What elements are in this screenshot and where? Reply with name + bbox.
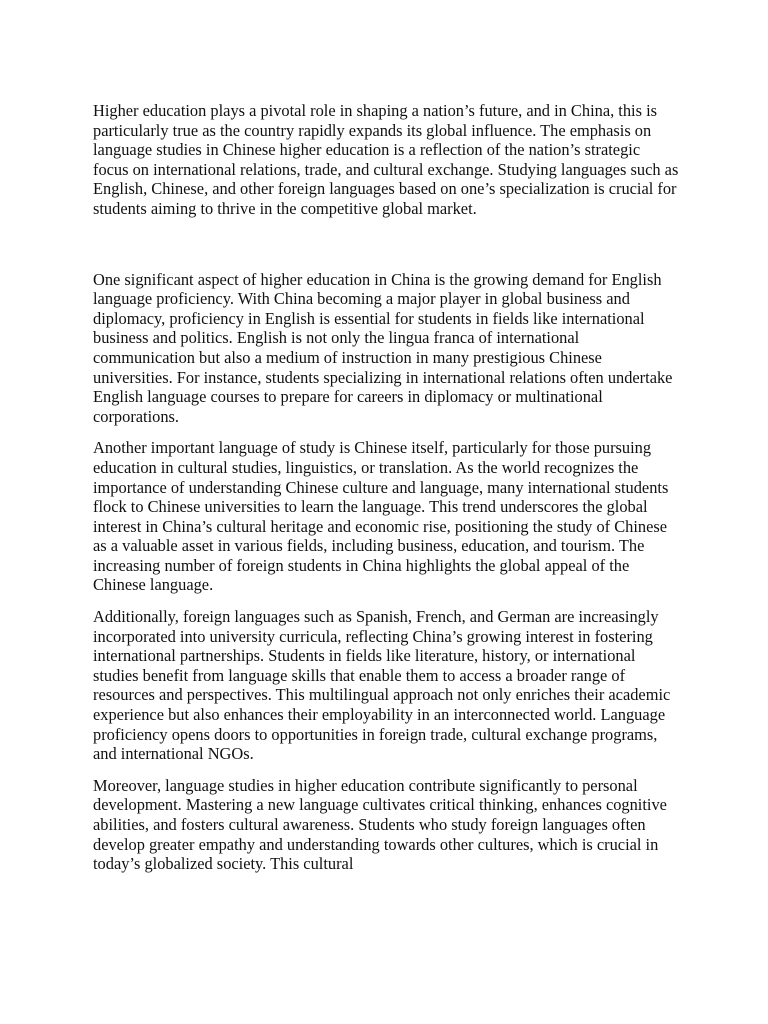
paragraph-2: One significant aspect of higher education in China is the growing demand for English language proficiency. With China becoming a major player in global business and diplomacy, proficiency in English is essential for students in fields like international business and politics. English is not only the lingua franca of international communication but also a medium of instruction in many prestigious Chinese universities. For instance, students specializing in international relations often undertake English language courses to prepare for careers in diplomacy or multinational corporations. <box>93 269 673 426</box>
paragraph-5: Moreover, language studies in higher education contribute significantly to personal development. Mastering a new language cultivates critical thinking, enhances cognitive abilities, and fosters cultural awareness. Students who study foreign languages often develop greater empathy and understanding towards other cultures, which is crucial in today’s globalized society. This cultural <box>93 775 667 874</box>
document-body <box>93 101 679 886</box>
paragraph-3: Another important language of study is Chinese itself, particularly for those pursuing education in cultural studies, linguistics, or translation. As the world recognizes the importance of understanding Chinese culture and language, many international students flock to Chinese universities to learn the language. This trend underscores the global interest in China’s cultural heritage and economic rise, positioning the study of Chinese as a valuable asset in various fields, including business, education, and tourism. The increasing number of foreign students in China highlights the global appeal of the Chinese language. <box>93 438 669 595</box>
paragraph-1: Higher education plays a pivotal role in shaping a nation’s future, and in China, this is particularly true as the country rapidly expands its global influence. The emphasis on language studies in Chinese higher education is a reflection of the nation’s strategic focus on international relations, trade, and cultural exchange. Studying languages such as English, Chinese, and other foreign languages based on one’s specialization is crucial for students aiming to thrive in the competitive global market. <box>93 101 679 218</box>
paragraph-4: Additionally, foreign languages such as Spanish, French, and German are increasingly incorporated into university curricula, reflecting China’s growing interest in fostering international partnerships. Students in fields like literature, history, or international studies benefit from language skills that enable them to access a broader range of resources and perspectives. This multilingual approach not only enriches their academic experience but also enhances their employability in an interconnected world. Language proficiency opens doors to opportunities in foreign trade, cultural exchange programs, and international NGOs. <box>93 607 671 764</box>
